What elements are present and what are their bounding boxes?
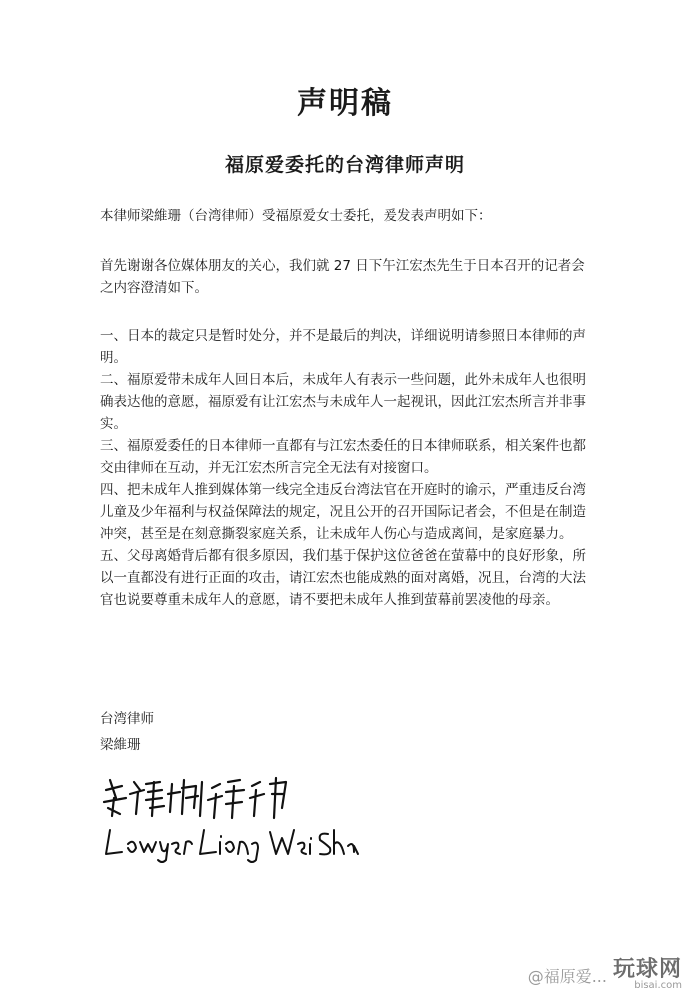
statement-item-4: 四、把未成年人推到媒体第一线完全违反台湾法官在开庭时的谕示，严重违反台湾儿童及少年福利与权益保障法的规定，况且公开的召开国际记者会，不但是在制造冲突，甚至是在刻意撕裂家庭关系，让未成年人伤心与造成离间，是家庭暴力。 [100, 482, 586, 542]
statement-items [100, 325, 592, 611]
signoff-name: 梁維珊 [100, 737, 141, 753]
handwritten-signature [100, 768, 360, 868]
statement-item-2: 二、福原爱带未成年人回日本后，未成年人有表示一些问题，此外未成年人也很明确表达他的意愿，福原爱有让江宏杰与未成年人一起视讯，因此江宏杰所言并非事实。 [100, 372, 586, 432]
document-title: 声明稿 [297, 86, 393, 121]
statement-item-1: 一、日本的裁定只是暂时处分，并不是最后的判决，详细说明请参照日本律师的声明。 [100, 328, 586, 366]
document-subtitle: 福原爱委托的台湾律师声明 [224, 154, 465, 176]
statement-item-3: 三、福原爱委任的日本律师一直都有与江宏杰委任的日本律师联系，相关案件也都交由律师在互动，并无江宏杰所言完全无法有对接窗口。 [100, 438, 586, 476]
watermark-logo [613, 959, 682, 991]
thanks-text: 首先谢谢各位媒体朋友的关心，我们就 27 日下午江宏杰先生于日本召开的记者会之内容澄清如下。 [100, 258, 585, 296]
watermark-logo-sub: bisai.com [634, 980, 682, 991]
thanks-paragraph [100, 255, 592, 299]
statement-item-5: 五、父母离婚背后都有很多原因，我们基于保护这位爸爸在萤幕中的良好形象，所以一直都没有进行正面的攻击，请江宏杰也能成熟的面对离婚，况且，台湾的大法官也说要尊重未成年人的意愿，请不要把未成年人推到萤幕前罢凌他的母亲。 [100, 548, 586, 608]
signoff-block [100, 706, 154, 758]
intro-text: 本律师梁維珊（台湾律师）受福原爱女士委托，爰发表声明如下： [100, 208, 492, 224]
watermark-text: @福原爱... [527, 966, 607, 986]
watermark-logo-text: 玩球网 [612, 957, 682, 982]
signoff-role: 台湾律师 [100, 711, 154, 727]
source-watermark [482, 958, 682, 992]
intro-paragraph [100, 205, 592, 227]
